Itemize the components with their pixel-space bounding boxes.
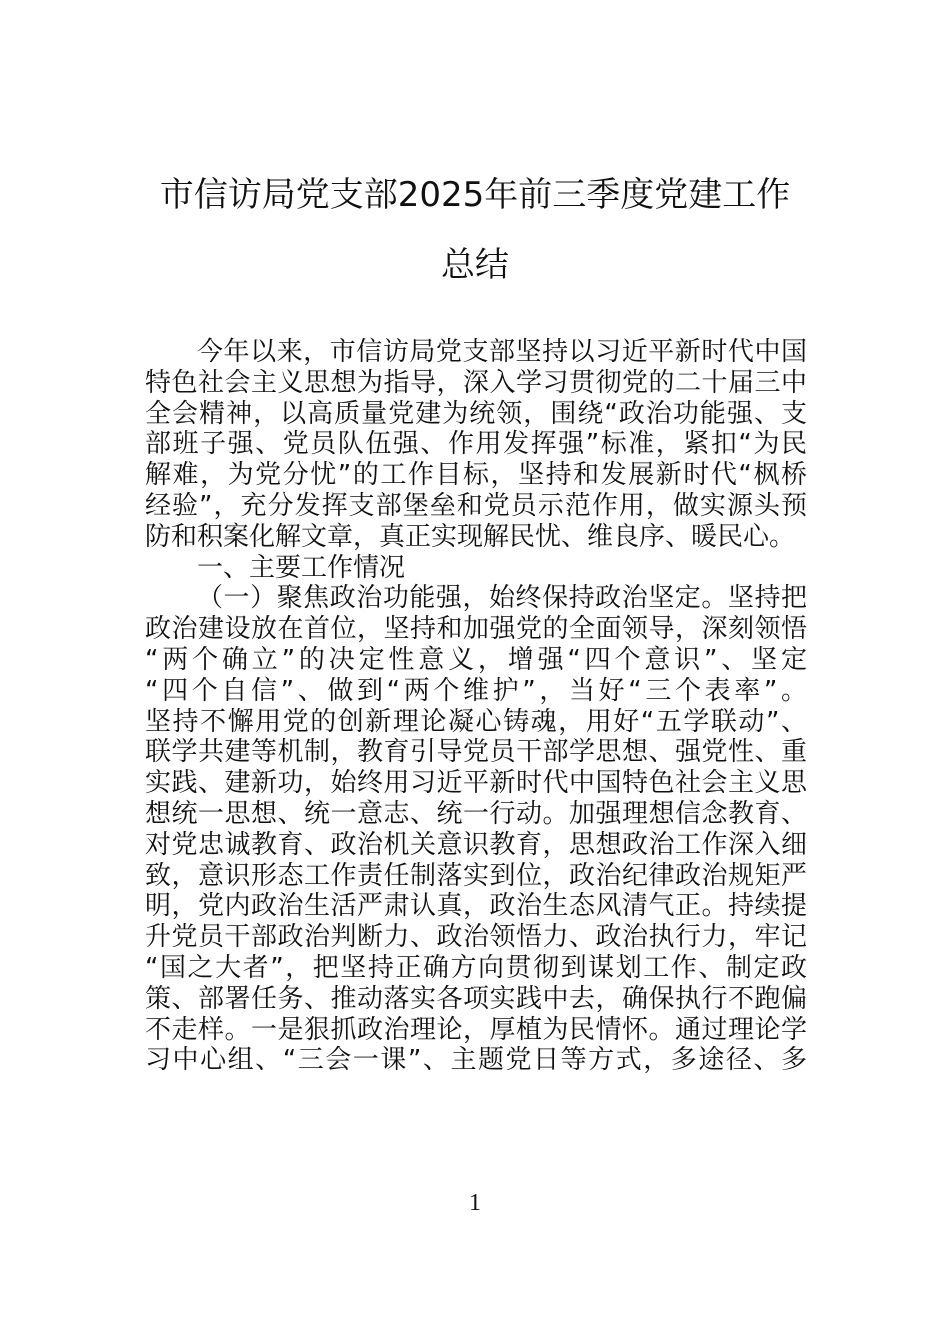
- intro-paragraph-line: 全会精神，以高质量党建为统领，围绕“政治功能强、支: [145, 398, 807, 429]
- subsection-paragraph-line: 升党员干部政治判断力、政治领悟力、政治执行力，牢记: [145, 922, 807, 953]
- subsection-paragraph-line: “四个自信”、做到“两个维护”，当好“三个表率”。: [145, 675, 807, 706]
- subsection-paragraph-line: 实践、建新功，始终用习近平新时代中国特色社会主义思: [145, 768, 807, 799]
- subsection-paragraph-line: “两个确立”的决定性意义，增强“四个意识”、坚定: [145, 644, 807, 675]
- subsection-paragraph-line: 想统一思想、统一意志、统一行动。加强理想信念教育、: [145, 798, 807, 829]
- intro-paragraph-line: 防和积案化解文章，真正实现解民忧、维良序、暖民心。: [145, 521, 796, 552]
- intro-paragraph-line: 今年以来，市信访局党支部坚持以习近平新时代中国: [197, 337, 807, 367]
- subsection-paragraph-line: 不走样。一是狠抓政治理论，厚植为民情怀。通过理论学: [145, 1014, 807, 1045]
- document-body: [145, 337, 807, 1076]
- subsection-paragraph-line: 联学共建等机制，教育引导党员干部学思想、强党性、重: [145, 737, 807, 768]
- subsection-paragraph-line: 策、部署任务、推动落实各项实践中去，确保执行不跑偏: [145, 983, 807, 1014]
- subsection-paragraph-line: （一）聚焦政治功能强，始终保持政治坚定。坚持把: [197, 583, 807, 614]
- intro-paragraph-line: 解难，为党分忧”的工作目标，坚持和发展新时代“枫桥: [145, 460, 807, 491]
- subsection-paragraph-line: 致，意识形态工作责任制落实到位，政治纪律政治规矩严: [145, 860, 807, 891]
- subsection-paragraph-line: 明，党内政治生活严肃认真，政治生态风清气正。持续提: [145, 891, 807, 922]
- page-number: 1: [469, 1190, 481, 1216]
- subsection-paragraph-line: “国之大者”，把坚持正确方向贯彻到谋划工作、制定政: [145, 952, 807, 983]
- subsection-paragraph-line: 对党忠诚教育、政治机关意识教育，思想政治工作深入细: [145, 829, 807, 860]
- subsection-paragraph-line: 习中心组、“三会一课”、主题党日等方式，多途径、多: [145, 1045, 807, 1076]
- intro-paragraph-line: 特色社会主义思想为指导，深入学习贯彻党的二十届三中: [145, 367, 807, 398]
- intro-paragraph-line: 经验”，充分发挥支部堡垒和党员示范作用，做实源头预: [145, 490, 807, 521]
- document-title-line-2: 总结: [441, 245, 509, 285]
- subsection-paragraph-line: 坚持不懈用党的创新理论凝心铸魂，用好“五学联动”、: [145, 706, 807, 737]
- section-heading: 一、主要工作情况: [197, 552, 406, 583]
- subsection-paragraph-line: 政治建设放在首位，坚持和加强党的全面领导，深刻领悟: [145, 614, 807, 645]
- intro-paragraph-line: 部班子强、党员队伍强、作用发挥强”标准，紧扣“为民: [145, 429, 807, 460]
- document-title-line-1: 市信访局党支部2025年前三季度党建工作: [159, 175, 791, 215]
